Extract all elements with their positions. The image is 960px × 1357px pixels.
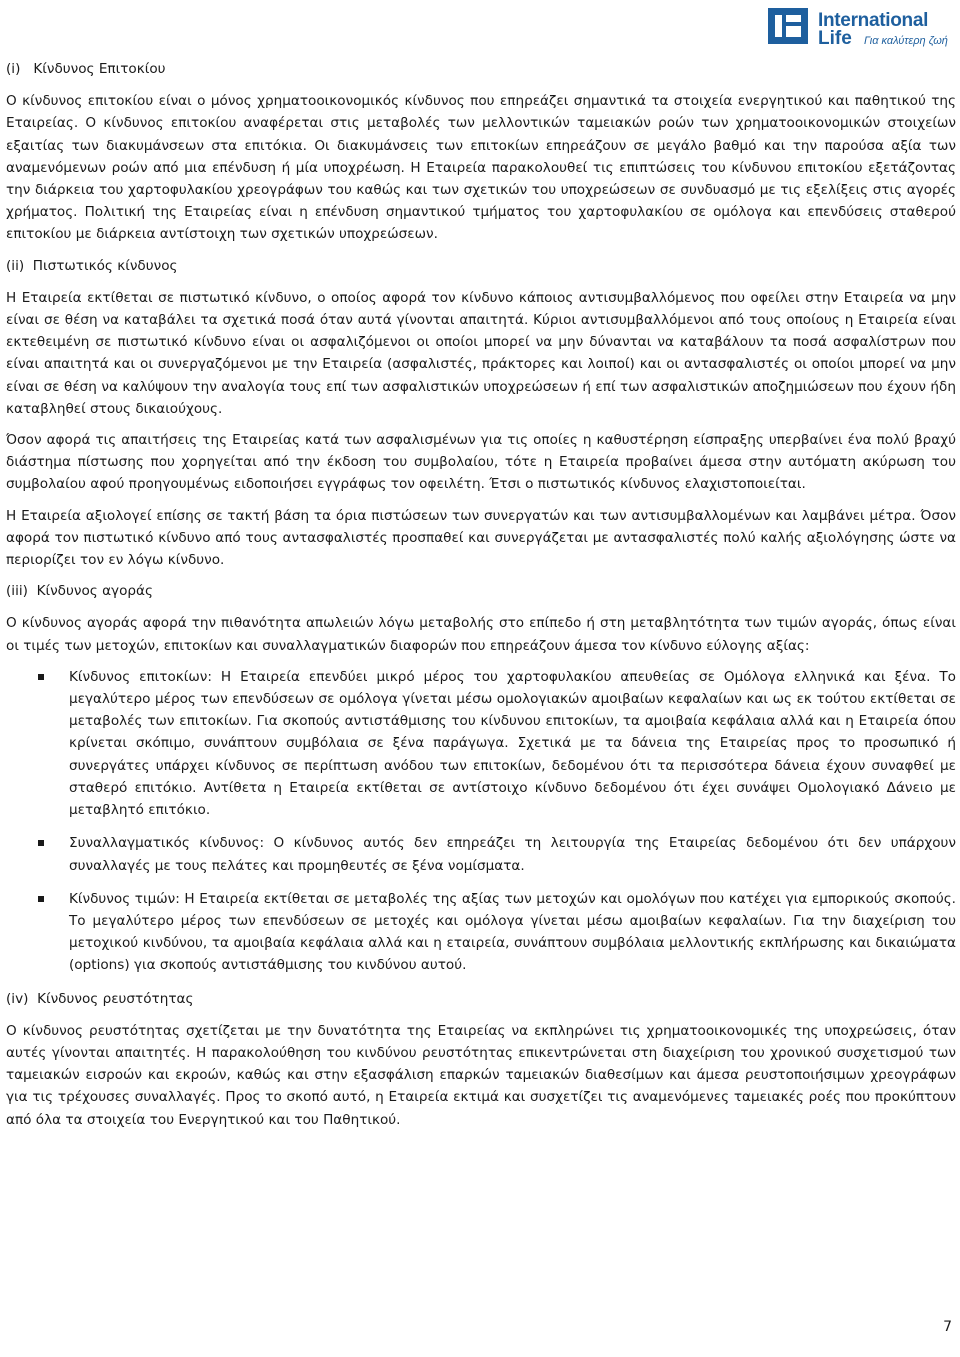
- logo-name-second-line: Life: [818, 28, 852, 49]
- section-heading-market-risk: (iii) Κίνδυνος αγοράς: [6, 583, 153, 600]
- bullet-square-icon: [38, 674, 44, 680]
- list-item: [6, 666, 956, 821]
- bullet-list: [6, 666, 956, 977]
- logo-name: International: [818, 10, 929, 31]
- page-number: 7: [943, 1319, 952, 1335]
- list-item-text: Κίνδυνος τιμών: Η Εταιρεία εκτίθεται σε μεταβολές της αξίας των μετοχών και ομολόγων που κατέχει για εμπορικούς σκοπούς. Το μεγαλύτερο μέρος των επενδύσεων σε μετοχές και ομόλογα γίνεται μέσω αμοιβαίων κεφαλαίων. Για την διαχείριση του μετοχικού κινδύνου, τα αμοιβαία κεφάλαια αλλά και η εταιρεία, συνάπτουν συμβόλαια μελλοντικής εκπλήρωσης και δικαιώματα (options) για σκοπούς αντιστάθμισης του κινδύνου αυτού.: [69, 890, 956, 974]
- bullet-square-icon: [38, 840, 44, 846]
- paragraph: Ο κίνδυνος επιτοκίου είναι ο μόνος χρηματοοικονομικός κίνδυνος που επηρεάζει σημαντικά τα στοιχεία ενεργητικού και παθητικού της Εταιρείας. Ο κίνδυνος επιτοκίου αναφέρεται στις μεταβολές των μελλοντικών ταμειακών ροών των χρηματοοικονομικών στοιχείων εξαιτίας των διακυμάνσεων στα επιτόκια. Οι διακυμάνσεις των επιτοκίων επηρεάζουν σε μεγάλο βαθμό και την παρούσα αξία των αναμενόμενων ροών από μια επένδυση ή μία υποχρέωση. Η Εταιρεία παρακολουθεί τις επιπτώσεις του κίνδυνου επιτοκίου εξετάζοντας την διάρκεια του χαρτοφυλακίου χρεογράφων του καθώς και των σχετικών του υποχρεώσεων σε συνδυασμό με τις εξελίξεις στις αγορές χρήματος. Πολιτική της Εταιρείας είναι η επένδυση σημαντικού τμήματος του χαρτοφυλακίου σε ομόλογα και επενδύσεις σταθερού επιτοκίου με διάρκεια αντίστοιχη των σχετικών υποχρεώσεων.: [6, 93, 956, 243]
- document-body: [6, 58, 956, 1140]
- logo-mark-icon: [768, 8, 812, 48]
- list-item: [6, 832, 956, 876]
- list-item-text: Κίνδυνος επιτοκίων: Η Εταιρεία επενδύει μικρό μέρος του χαρτοφυλακίου απευθείας σε Ομόλογα ελληνικά και ξένα. Το μεγαλύτερο μέρος των επενδύσεων σε ομόλογα γίνεται μέσω ομολογιακών αμοιβαίων κεφαλαίων και ως εκ τούτου εκτίθεται σε μεταβολές των επιτοκίων. Για σκοπούς αντιστάθμισης του κίνδυνου επιτοκίων, τα αμοιβαία κεφάλαια αλλά και η Εταιρεία όπου κρίνεται σκόπιμο, συνάπτουν συμβόλαια σε ξένα παράγωγα. Σχετικά με τα δάνεια της Εταιρείας προς το προσωπικό ή συνεργάτες υπάρχει κίνδυνος σε περίπτωση ανόδου των επιτοκίων, δεδομένου ότι τα περισσότερα δάνεια έχουν συναφθεί με σταθερό επιτόκιο. Αντίθετα η Εταιρεία εκτίθεται σε αντίστοιχο κίνδυνο δεδομένου ότι έχει συνάψει Ομολογιακό Δάνειο με μεταβλητό επιτόκιο.: [69, 668, 956, 819]
- logo-tagline: Για καλύτερη ζωή: [864, 35, 948, 47]
- list-item: [6, 888, 956, 977]
- paragraph: Η Εταιρεία αξιολογεί επίσης σε τακτή βάση τα όρια πιστώσεων των συνεργατών και των αντισυμβαλλομένων και λαμβάνει μέτρα. Όσον αφορά τον πιστωτικό κίνδυνο από τους αντασφαλιστές προσπαθεί και συνεργάζεται με αντασφαλιστές πολύ καλής αξιολόγησης ώστε να περιορίζει τον εν λόγω κίνδυνο.: [6, 507, 956, 569]
- paragraph: Ο κίνδυνος ρευστότητας σχετίζεται με την δυνατότητα της Εταιρείας να εκπληρώνει τις χρηματοοικονομικές της υποχρεώσεις, όταν αυτές γίνονται απαιτητές. Η παρακολούθηση του κινδύνου ρευστότητας επικεντρώνεται στη διαχείριση του χρονικού συσχετισμού των ταμειακών εισροών και εκροών, καθώς και στην εξασφάλιση επαρκών ταμειακών διαθεσίμων και άμεσα ρευστοποιήσιμων χρεογράφων για τις τρέχουσες συναλλαγές. Προς το σκοπό αυτό, η Εταιρεία εκτιμά και συσχετίζει τις αναμενόμενες ταμειακές ροές που προκύπτουν από όλα τα στοιχεία του Ενεργητικού και του Παθητικού.: [6, 1022, 956, 1128]
- paragraph: Όσον αφορά τις απαιτήσεις της Εταιρείας κατά των ασφαλισμένων για τις οποίες η καθυστέρηση είσπραξης υπερβαίνει ένα πολύ βραχύ διάστημα πίστωσης που χορηγείται από την έκδοση του συμβολαίου, τότε η Εταιρεία προβαίνει άμεσα στην αυτόματη ακύρωση του συμβολαίου αφού προηγουμένως ειδοποιήσει εγγράφως τον οφειλέτη. Έτσι ο πιστωτικός κίνδυνος ελαχιστοποιείται.: [6, 432, 956, 493]
- company-logo: [768, 8, 950, 50]
- section-heading-liquidity-risk: (iv) Κίνδυνος ρευστότητας: [6, 990, 194, 1007]
- list-item-text: Συναλλαγματικός κίνδυνος: Ο κίνδυνος αυτός δεν επηρεάζει τη λειτουργία της Εταιρείας δεδομένου ότι δεν υπάρχουν συναλλαγές με τους πελάτες και προμηθευτές σε ξένα νομίσματα.: [69, 835, 956, 874]
- section-heading-interest-risk: (i) Κίνδυνος Επιτοκίου: [6, 61, 166, 77]
- paragraph: Η Εταιρεία εκτίθεται σε πιστωτικό κίνδυνο, ο οποίος αφορά τον κίνδυνο κάποιος αντισυμβαλλόμενος που οφείλει στην Εταιρεία να μην είναι σε θέση να καταβάλει τα σχετικά ποσά όταν αυτά γίνονται απαιτητά. Κύριοι αντισυμβαλλόμενοι από τους οποίους η Εταιρεία είναι εκτεθειμένη σε πιστωτικό κίνδυνο είναι οι ασφαλιζόμενοι οι οποίοι μπορεί να μην δύνανται να καταβάλουν τα ποσά ασφαλίστρων που είναι απαιτητά και οι συνεργαζόμενοι με την Εταιρεία (ασφαλιστές, πράκτορες και λοιποί) και οι αντασφαλιστές οι οποίοι μπορεί να μην είναι σε θέση να καλύψουν την αναλογία τους επί των ασφαλιστικών υποχρεώσεων ή επί των ασφαλιστικών αποζημιώσεων που έχουν ήδη καταβληθεί στους δικαιούχους.: [6, 289, 956, 417]
- bullet-square-icon: [38, 896, 44, 902]
- paragraph: Ο κίνδυνος αγοράς αφορά την πιθανότητα απωλειών λόγω μεταβολής στο επίπεδο ή στη μεταβλητότητα των τιμών αγοράς, όπως είναι οι τιμές των μετοχών, επιτοκίων και συναλλαγματικών διαφορών που επηρεάζουν άμεσα τον κίνδυνο εύλογης αξίας:: [6, 615, 956, 654]
- section-heading-credit-risk: (ii) Πιστωτικός κίνδυνος: [6, 257, 178, 274]
